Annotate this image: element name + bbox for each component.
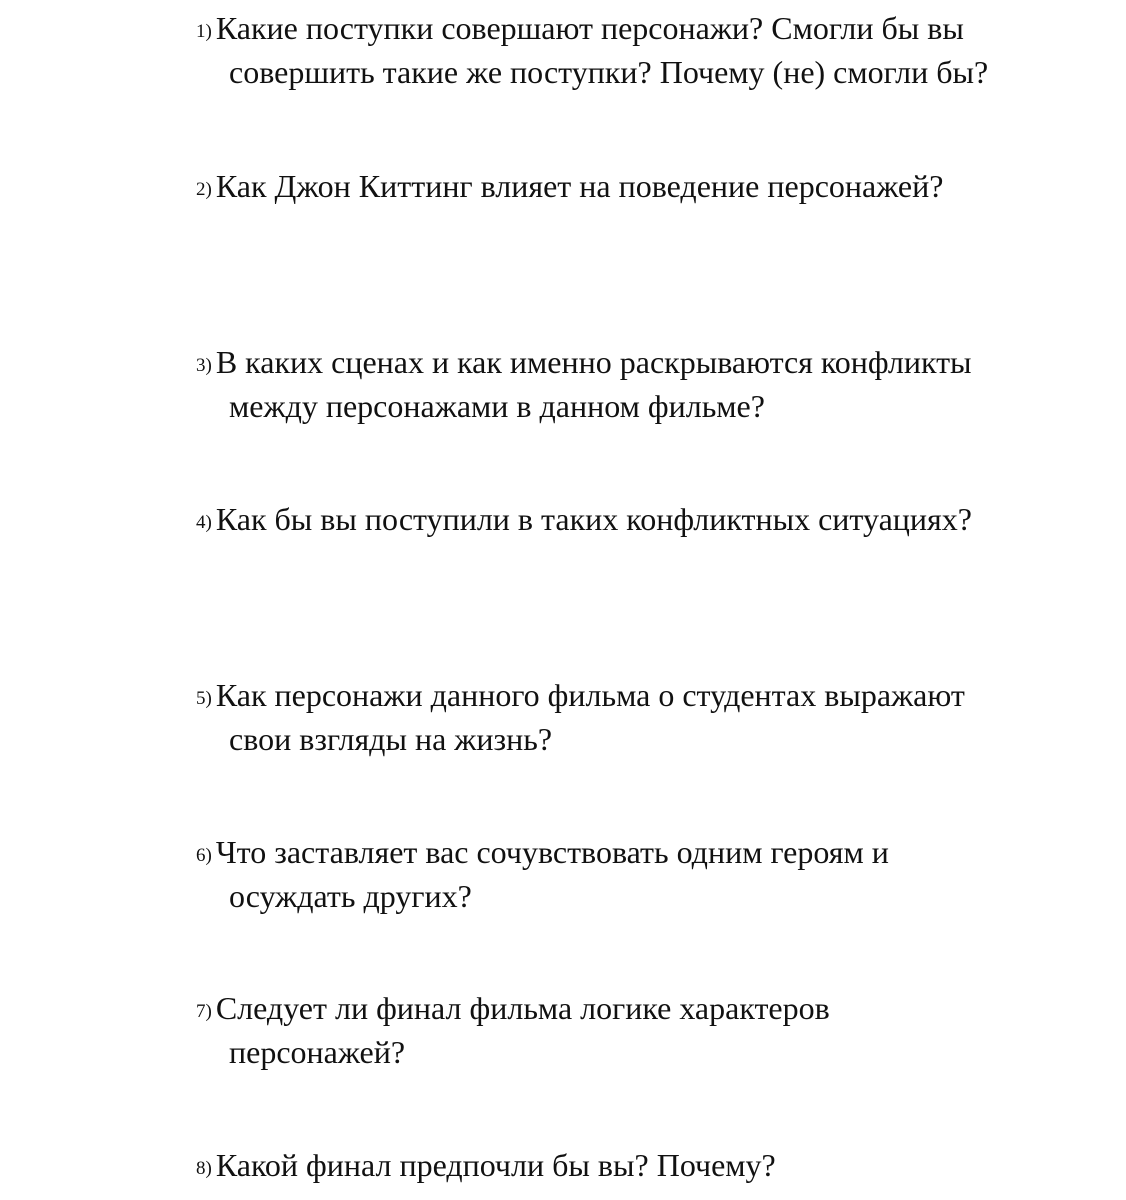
question-continuation: совершить такие же поступки? Почему (не) смогли бы? (229, 54, 989, 90)
question-line-1 (196, 166, 1056, 210)
question-number: 5) (196, 688, 212, 709)
question-6 (196, 832, 1056, 916)
question-text: В каких сценах и как именно раскрываются конфликты (215, 344, 972, 380)
question-line-1 (196, 8, 1056, 52)
question-line-1 (196, 675, 1056, 719)
question-continuation: свои взгляды на жизнь? (229, 721, 553, 757)
question-number: 4) (196, 512, 212, 533)
question-number: 7) (196, 1001, 212, 1022)
question-text: Что заставляет вас сочувствовать одним героям и (215, 834, 889, 870)
question-2 (196, 166, 1056, 210)
question-continuation: осуждать других? (229, 878, 472, 914)
question-text: Как персонажи данного фильма о студентах выражают (215, 677, 965, 713)
question-text: Как Джон Киттинг влияет на поведение персонажей? (215, 168, 944, 204)
question-number: 8) (196, 1158, 212, 1179)
question-line-1 (196, 1145, 1056, 1189)
question-text: Какие поступки совершают персонажи? Смогли бы вы (215, 10, 964, 46)
question-line-1 (196, 342, 1056, 386)
question-continuation: персонажей? (229, 1034, 406, 1070)
question-text: Следует ли финал фильма логике характеров (215, 990, 830, 1026)
question-number: 3) (196, 355, 212, 376)
question-line-1 (196, 832, 1056, 876)
question-line-1 (196, 988, 1056, 1032)
question-number: 2) (196, 179, 212, 200)
question-3 (196, 342, 1056, 426)
question-line-1 (196, 499, 1056, 543)
question-continuation: между персонажами в данном фильме? (229, 388, 765, 424)
question-text: Какой финал предпочли бы вы? Почему? (215, 1147, 776, 1183)
question-7 (196, 988, 1056, 1072)
question-1 (196, 8, 1056, 92)
question-text: Как бы вы поступили в таких конфликтных ситуациях? (215, 501, 972, 537)
question-8 (196, 1145, 1056, 1189)
question-number: 6) (196, 845, 212, 866)
question-5 (196, 675, 1056, 759)
question-number: 1) (196, 21, 212, 42)
question-4 (196, 499, 1056, 543)
